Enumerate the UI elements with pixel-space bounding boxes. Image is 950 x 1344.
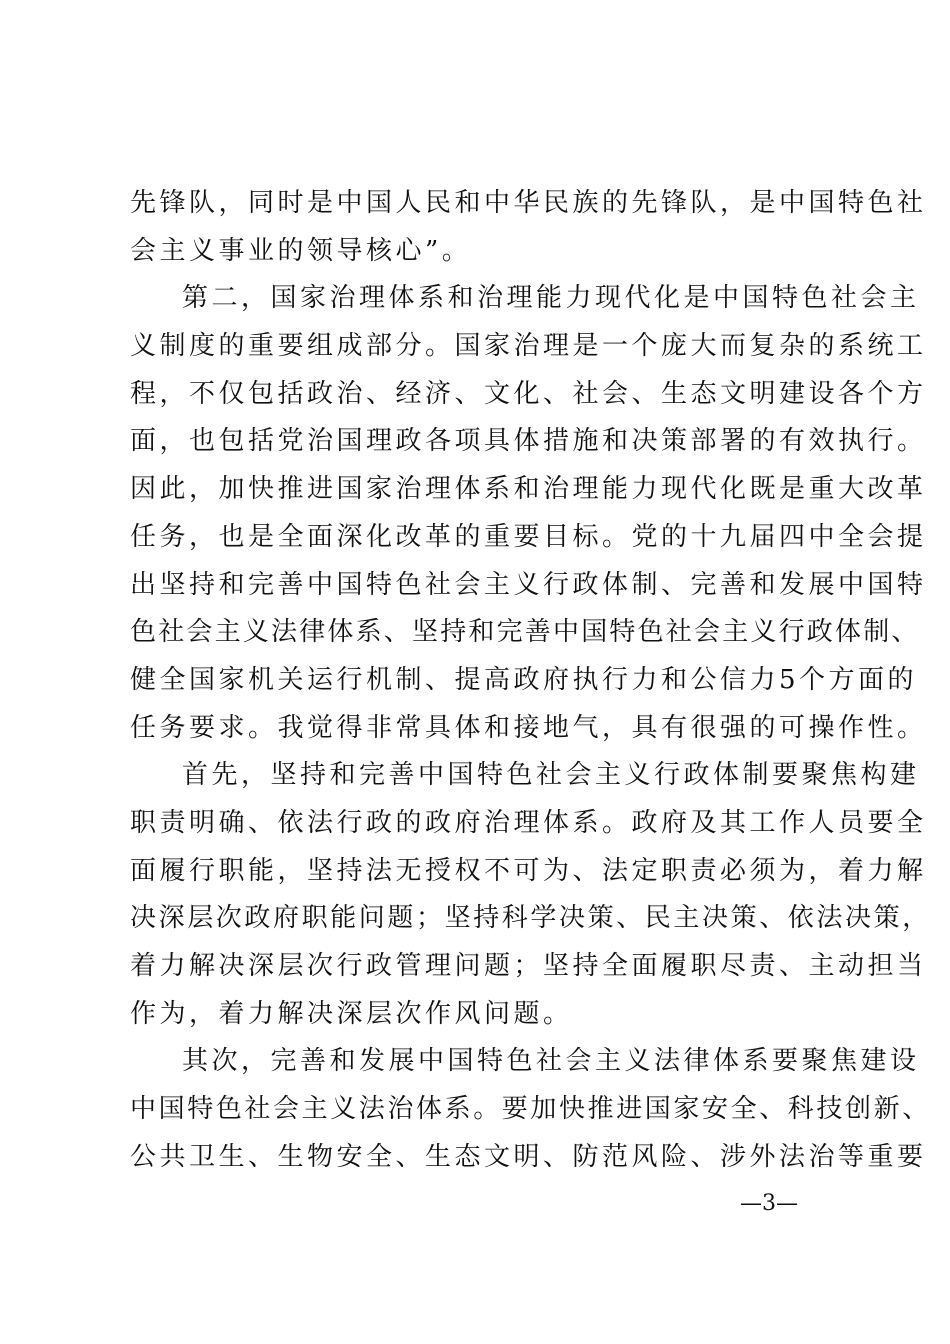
text-line: 任务，也是全面深化改革的重要目标。党的十九届四中全会提 [130,521,927,552]
paragraph-start-line: 第二，国家治理体系和治理能力现代化是中国特色社会主 [182,283,920,314]
text-line: 作为，着力解决深层次作风问题。 [130,998,573,1029]
text-line: 公共卫生、生物安全、生态文明、防范风险、涉外法治等重要 [130,1141,927,1172]
text-line: 义制度的重要组成部分。国家治理是一个庞大而复杂的系统工 [130,331,927,362]
body-text [130,180,931,1181]
text-line: 中国特色社会主义法治体系。要加快推进国家安全、科技创新、 [130,1094,931,1125]
text-line: 着力解决深层次行政管理问题；坚持全面履职尽责、主动担当 [130,951,927,981]
page-number: —3— [740,1191,798,1216]
paragraph-start-line: 首先，坚持和完善中国特色社会主义行政体制要聚焦构建 [182,760,920,791]
text-line: 健全国家机关运行机制、提高政府执行力和公信力5个方面的 [130,664,918,695]
text-line: 面，也包括党治国理政各项具体措施和决策部署的有效执行。 [130,426,927,457]
text-line: 职责明确、依法行政的政府治理体系。政府及其工作人员要全 [130,807,927,838]
text-line: 因此，加快推进国家治理体系和治理能力现代化既是重大改革 [130,474,927,505]
text-line: 先锋队，同时是中国人民和中华民族的先锋队，是中国特色社 [130,188,927,218]
text-line: 会主义事业的领导核心”。 [130,235,472,266]
text-line: 色社会主义法律体系、坚持和完善中国特色社会主义行政体制、 [130,617,920,648]
text-line: 出坚持和完善中国特色社会主义行政体制、完善和发展中国特 [130,569,927,600]
text-line: 面履行职能，坚持法无授权不可为、法定职责必须为，着力解 [130,855,927,886]
text-line: 决深层次政府职能问题；坚持科学决策、民主决策、依法决策， [130,903,931,934]
text-line: 任务要求。我觉得非常具体和接地气，具有很强的可操作性。 [130,712,927,743]
text-line: 程，不仅包括政治、经济、文化、社会、生态文明建设各个方 [130,378,927,409]
paragraph-start-line: 其次，完善和发展中国特色社会主义法律体系要聚焦建设 [182,1046,920,1077]
